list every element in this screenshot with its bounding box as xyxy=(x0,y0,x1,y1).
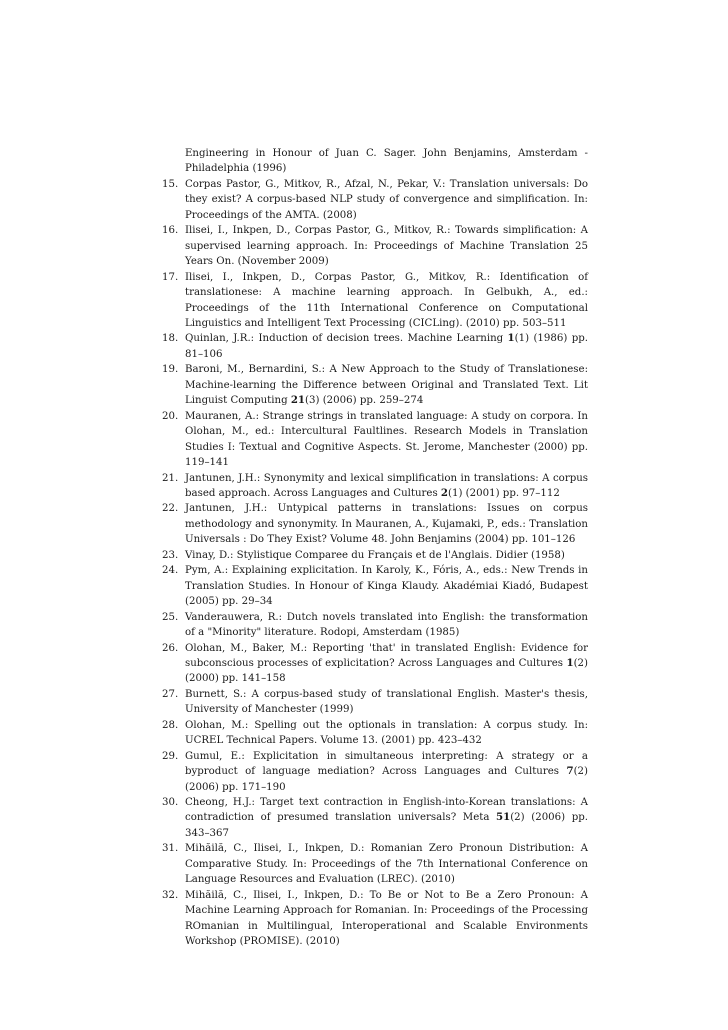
reference-number: 24. xyxy=(162,565,179,577)
reference-text-tail: (1) (2001) pp. 97–112 xyxy=(448,487,560,499)
reference-item xyxy=(162,687,588,718)
reference-number: 18. xyxy=(162,333,179,345)
reference-items xyxy=(162,177,588,950)
reference-volume: 21 xyxy=(290,394,306,407)
reference-text: Mauranen, A.: Strange strings in translated language: A study on corpora. In Olohan, M., ed.: Intercultural Faultlines. Research Models in Translation Studies I: Textual and Cognitive Aspects. St. Jerome, Manchester (2000) pp. 119–141 xyxy=(185,410,588,469)
reference-item xyxy=(162,548,588,563)
reference-item xyxy=(162,409,588,471)
reference-item xyxy=(162,795,588,841)
reference-continued: Engineering in Honour of Juan C. Sager. John Benjamins, Amsterdam - Philadelphia (1996) xyxy=(185,148,588,175)
reference-text-tail: (2) (2000) pp. 141–158 xyxy=(185,657,588,685)
reference-item xyxy=(162,270,588,332)
reference-text: Mihăilă, C., Ilisei, I., Inkpen, D.: Romanian Zero Pronoun Distribution: A Comparative Study. In: Proceedings of the 7th International Conference on Language Resources and Evaluation (LREC). (2010) xyxy=(185,843,588,886)
reference-volume: 7 xyxy=(566,765,574,778)
reference-number: 28. xyxy=(162,719,179,731)
reference-number: 30. xyxy=(162,797,179,809)
reference-item xyxy=(162,610,588,641)
reference-item xyxy=(162,718,588,749)
reference-number: 22. xyxy=(162,503,179,515)
reference-text: Vinay, D.: Stylistique Comparee du Français et de l'Anglais. Didier (1958) xyxy=(185,549,565,561)
reference-text: Jantunen, J.H.: Untypical patterns in translations: Issues on corpus methodology and synonymity. In Mauranen, A., Kujamaki, P., eds.: Translation Universals : Do They Exist? Volume 48. John Benjamins (2004) pp. 101–126 xyxy=(185,503,588,546)
reference-number: 31. xyxy=(162,843,179,855)
reference-text: Pym, A.: Explaining explicitation. In Karoly, K., Fóris, A., eds.: New Trends in Translation Studies. In Honour of Kinga Klaudy. Akadémiai Kiadó, Budapest (2005) pp. 29–34 xyxy=(185,565,588,608)
reference-item xyxy=(162,177,588,223)
reference-number: 29. xyxy=(162,750,179,762)
reference-text: Ilisei, I., Inkpen, D., Corpas Pastor, G., Mitkov, R.: Identification of translationese: A machine learning approach. In Gelbukh, A., ed.: Proceedings of the 11th International Conference on Computational Linguistics and Intelligent Text Processing (CICLing). (2010) pp. 503–511 xyxy=(185,271,588,329)
reference-item xyxy=(162,888,588,950)
reference-text: Quinlan, J.R.: Induction of decision trees. Machine Learning xyxy=(185,333,508,345)
reference-text-tail: (1) (1986) pp. 81–106 xyxy=(185,333,588,360)
reference-number: 17. xyxy=(162,271,179,283)
reference-item xyxy=(162,331,588,362)
reference-list xyxy=(162,146,588,950)
reference-text: Olohan, M.: Spelling out the optionals in translation: A corpus study. In: UCREL Technical Papers. Volume 13. (2001) pp. 423–432 xyxy=(185,719,588,747)
reference-text: Burnett, S.: A corpus-based study of translational English. Master's thesis, University of Manchester (1999) xyxy=(185,688,588,716)
reference-volume: 1 xyxy=(507,332,515,345)
reference-number: 16. xyxy=(162,225,179,237)
reference-number: 26. xyxy=(162,642,179,654)
reference-text: Jantunen, J.H.: Synonymity and lexical simplification in translations: A corpus based approach. Across Languages and Cultures xyxy=(185,472,588,499)
reference-item xyxy=(162,223,588,269)
reference-number: 27. xyxy=(162,688,179,700)
reference-number: 25. xyxy=(162,611,179,623)
reference-number: 23. xyxy=(162,549,179,561)
reference-volume: 51 xyxy=(496,811,511,824)
reference-item xyxy=(162,749,588,795)
reference-number: 19. xyxy=(162,364,179,376)
reference-item xyxy=(162,362,588,408)
reference-text-tail: (2) (2006) pp. 171–190 xyxy=(185,766,588,793)
reference-item xyxy=(162,641,588,687)
reference-number: 32. xyxy=(162,889,179,901)
reference-volume: 1 xyxy=(566,656,574,669)
reference-text-tail: (3) (2006) pp. 259–274 xyxy=(305,395,424,407)
reference-item xyxy=(162,841,588,887)
reference-number: 21. xyxy=(162,472,179,484)
reference-text-tail: (2) (2006) pp. 343–367 xyxy=(185,812,588,839)
reference-text: Olohan, M., Baker, M.: Reporting 'that' in translated English: Evidence for subconscious processes of explicitation? Across Languages and Cultures xyxy=(185,642,588,669)
reference-text: Ilisei, I., Inkpen, D., Corpas Pastor, G., Mitkov, R.: Towards simplification: A supervised learning approach. In: Proceedings of Machine Translation 25 Years On. (November 2009) xyxy=(185,225,588,268)
reference-number: 15. xyxy=(162,178,179,190)
reference-number: 20. xyxy=(162,410,179,422)
reference-volume: 2 xyxy=(440,486,449,499)
reference-item xyxy=(162,563,588,609)
reference-item xyxy=(162,471,588,502)
reference-text: Baroni, M., Bernardini, S.: A New Approach to the Study of Translationese: Machine-learning the Difference between Original and Translated Text. Lit Linguist Computing xyxy=(185,364,588,407)
reference-text: Gumul, E.: Explicitation in simultaneous interpreting: A strategy or a byproduct of language mediation? Across Languages and Cultures xyxy=(185,750,588,778)
reference-item xyxy=(162,501,588,547)
reference-text: Cheong, H.J.: Target text contraction in English-into-Korean translations: A contradiction of presumed translation universals? Meta xyxy=(185,797,588,824)
reference-text: Mihăilă, C., Ilisei, I., Inkpen, D.: To Be or Not to Be a Zero Pronoun: A Machine Learning Approach for Romanian. In: Proceedings of the Processing ROmanian in Multilingual, Interoperational and Scalable Environments Workshop (PROMISE). (2010) xyxy=(185,889,588,948)
reference-text: Corpas Pastor, G., Mitkov, R., Afzal, N., Pekar, V.: Translation universals: Do they exist? A corpus-based NLP study of convergence and simplification. In: Proceedings of the AMTA. (2008) xyxy=(185,178,588,221)
reference-text: Vanderauwera, R.: Dutch novels translated into English: the transformation of a "Minority" literature. Rodopi, Amsterdam (1985) xyxy=(185,611,588,639)
